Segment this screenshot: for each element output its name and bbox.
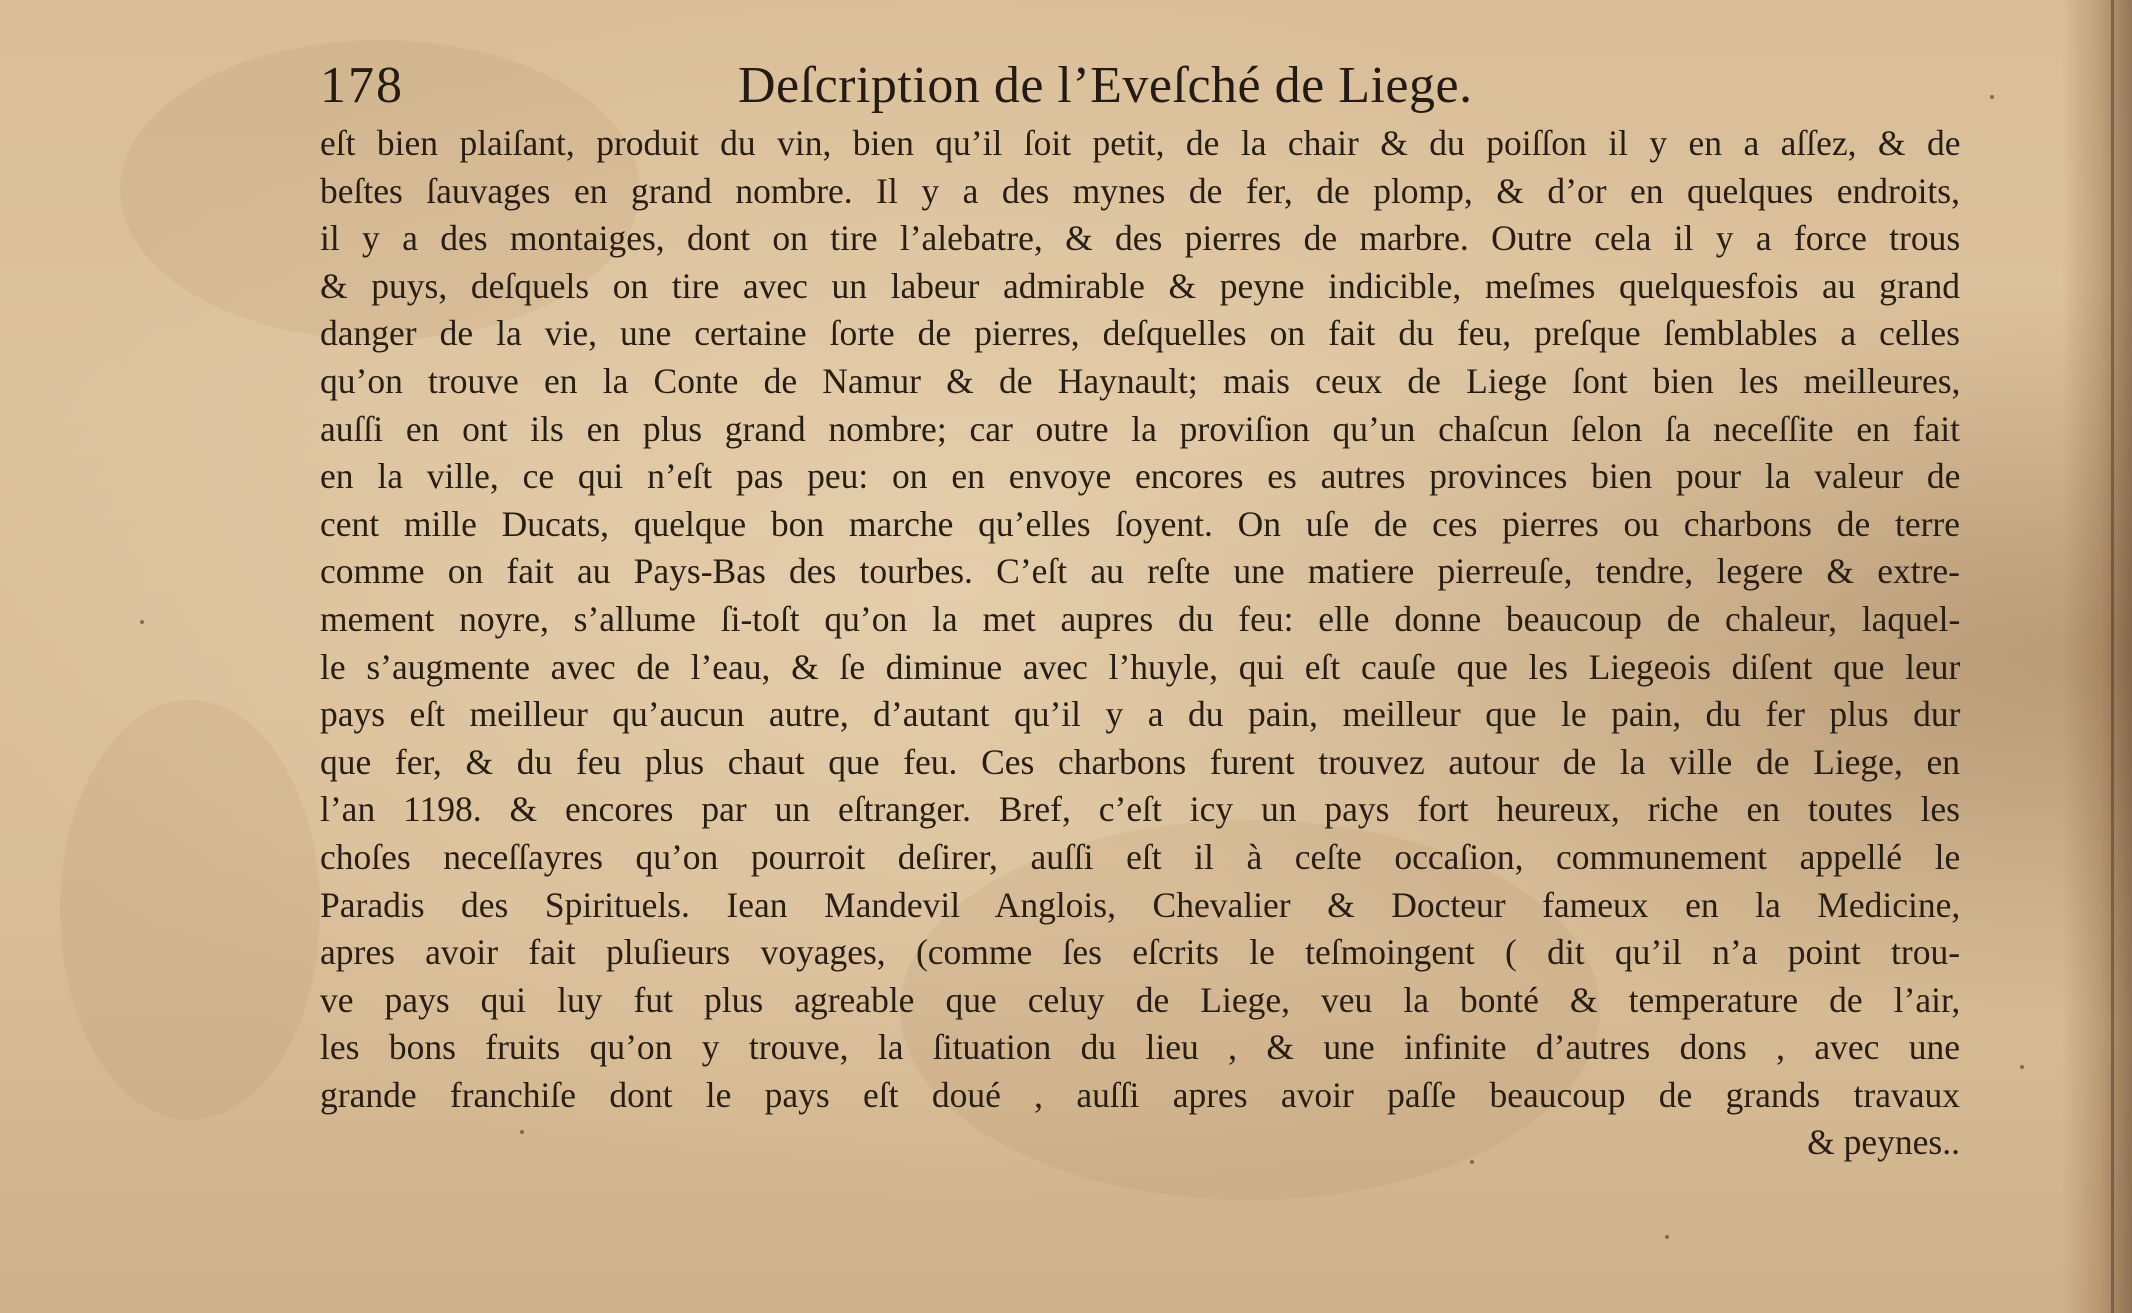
page-gutter-shadow: [2062, 0, 2132, 1313]
text-line: mement noyre, s’allume ſi-toſt qu’on la met aupres du feu: elle donne beaucoup de chaleur, laquel-: [320, 598, 1961, 639]
ink-speck: [1665, 1235, 1669, 1239]
text-line: grande franchiſe dont le pays eſt doué , auſſi apres avoir paſſe beaucoup de grands travaux: [320, 1074, 1960, 1115]
text-line: apres avoir fait pluſieurs voyages, (comme ſes eſcrits le teſmoingent ( dit qu’il n’a point trou-: [320, 932, 1961, 973]
text-line: choſes neceſſayres qu’on pourroit deſirer, auſſi eſt il à ceſte occaſion, communement appellé le: [320, 836, 1961, 877]
text-line: eſt bien plaiſant, produit du vin, bien qu’il ſoit petit, de la chair & du poiſſon il y en a aſſez, & de: [320, 123, 1961, 163]
running-title: Deſcription de l’Eveſché de Liege.: [738, 57, 1473, 114]
text-line: les bons fruits qu’on y trouve, la ſituation du lieu , & une infinite d’autres dons , avec une: [320, 1027, 1960, 1068]
text-line: danger de la vie, une certaine ſorte de pierres, deſquelles on fait du feu, preſque ſemblables a celles: [320, 313, 1960, 354]
text-line: qu’on trouve en la Conte de Namur & de Haynault; mais ceux de Liege ſont bien les meilleures,: [320, 360, 1961, 401]
text-line: en la ville, ce qui n’eſt pas peu: on en envoye encores es autres provinces bien pour la valeur de: [320, 456, 1961, 497]
ink-speck: [2020, 1065, 2024, 1069]
text-line: cent mille Ducats, quelque bon marche qu’elles ſoyent. On uſe de ces pierres ou charbons de terre: [320, 503, 1960, 544]
text-line: le s’augmente avec de l’eau, & ſe diminue avec l’huyle, qui eſt cauſe que les Liegeois diſent que leur: [320, 646, 1961, 687]
page-number: 178: [320, 57, 404, 114]
text-line: beſtes ſauvages en grand nombre. Il y a des mynes de fer, de plomp, & d’or en quelques endroits,: [320, 170, 1960, 211]
text-line: l’an 1198. & encores par un eſtranger. Bref, c’eſt icy un pays fort heureux, riche en toutes les: [320, 789, 1960, 830]
text-line: pays eſt meilleur qu’aucun autre, d’autant qu’il y a du pain, meilleur que le pain, du fer plus dur: [320, 694, 1961, 735]
text-line: Paradis des Spirituels. Iean Mandevil Anglois, Chevalier & Docteur fameux en la Medicine,: [320, 884, 1961, 925]
text-line: auſſi en ont ils en plus grand nombre; car outre la proviſion qu’un chaſcun ſelon ſa neceſſite en fait: [320, 408, 1960, 449]
text-line: & puys, deſquels on tire avec un labeur admirable & peyne indicible, meſmes quelquesfois au grand: [320, 265, 1960, 306]
page-header: [320, 52, 2000, 122]
ink-speck: [140, 620, 144, 624]
paper-stain: [60, 700, 320, 1120]
body-text: [320, 120, 1960, 1167]
text-line: ve pays qui luy fut plus agreable que celuy de Liege, veu la bonté & temperature de l’air,: [320, 979, 1961, 1020]
text-line: que fer, & du feu plus chaut que feu. Ces charbons furent trouvez autour de la ville de Liege, en: [320, 741, 1960, 782]
page-edge: [2111, 0, 2114, 1313]
text-line: comme on fait au Pays-Bas des tourbes. C’eſt au reſte une matiere pierreuſe, tendre, legere & extre-: [320, 551, 1960, 592]
text-line: il y a des montaiges, dont on tire l’alebatre, & des pierres de marbre. Outre cela il y a force trous: [320, 218, 1961, 259]
text-line-closing: & peynes..: [1807, 1122, 1960, 1163]
